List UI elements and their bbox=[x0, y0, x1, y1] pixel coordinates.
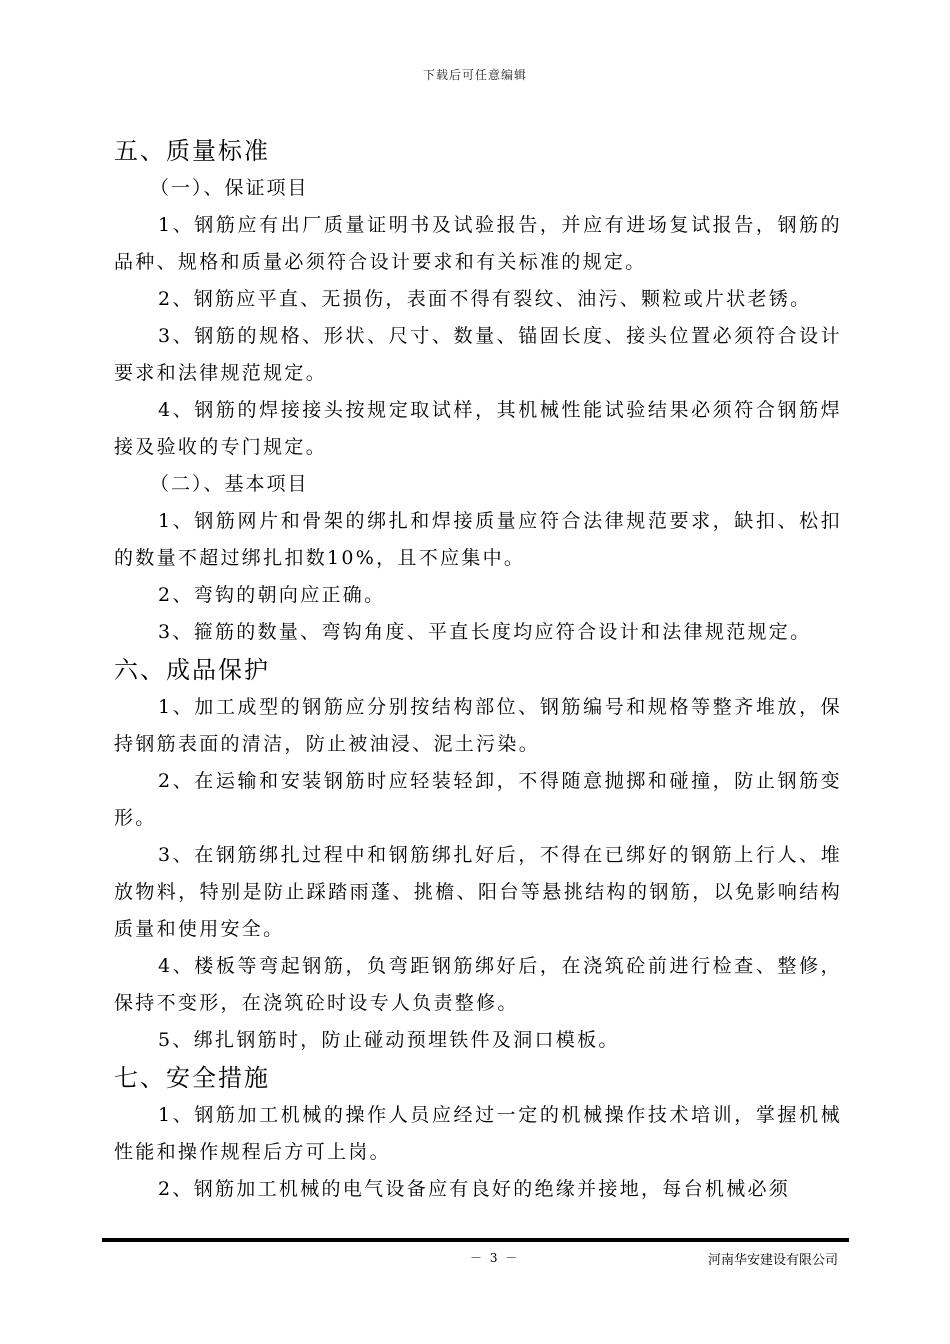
paragraph: 1、钢筋网片和骨架的绑扎和焊接质量应符合法律规范要求，缺扣、松扣的数量不超过绑扎扣数10%，且不应集中。 bbox=[114, 510, 842, 569]
header-note: 下载后可任意编辑 bbox=[422, 68, 527, 82]
footer-rule bbox=[102, 1238, 849, 1242]
paragraph: 2、钢筋加工机械的电气设备应有良好的绝缘并接地，每台机械必须 bbox=[158, 1178, 791, 1200]
paragraph: 2、弯钩的朝向应正确。 bbox=[158, 584, 386, 606]
paragraph: 3、钢筋的规格、形状、尺寸、数量、锚固长度、接头位置必须符合设计要求和法律规范规定。 bbox=[114, 325, 842, 384]
paragraph: 3、在钢筋绑扎过程中和钢筋绑扎好后，不得在已绑好的钢筋上行人、堆放物料，特别是防止踩踏雨蓬、挑檐、阳台等悬挑结构的钢筋，以免影响结构质量和使用安全。 bbox=[114, 844, 842, 940]
paragraph: 5、绑扎钢筋时，防止碰动预埋铁件及洞口模板。 bbox=[158, 1029, 620, 1051]
paragraph: 2、在运输和安装钢筋时应轻装轻卸，不得随意抛掷和碰撞，防止钢筋变形。 bbox=[114, 770, 842, 829]
sub-heading: （一）、保证项目 bbox=[150, 177, 309, 199]
paragraph: 2、钢筋应平直、无损伤，表面不得有裂纹、油污、颗粒或片状老锈。 bbox=[158, 288, 812, 310]
document-body bbox=[114, 132, 842, 1208]
company-name: 河南华安建设有限公司 bbox=[707, 1253, 838, 1268]
paragraph: 1、钢筋应有出厂质量证明书及试验报告，并应有进场复试报告，钢筋的品种、规格和质量必须符合设计要求和有关标准的规定。 bbox=[114, 214, 842, 273]
paragraph: 4、楼板等弯起钢筋，负弯距钢筋绑好后，在浇筑砼前进行检查、整修，保持不变形，在浇筑砼时设专人负责整修。 bbox=[114, 955, 842, 1014]
section-heading: 七、安全措施 bbox=[114, 1064, 270, 1092]
page-number: － 3 － bbox=[470, 1251, 520, 1265]
section-heading: 五、质量标准 bbox=[114, 137, 270, 165]
paragraph: 1、钢筋加工机械的操作人员应经过一定的机械操作技术培训，掌握机械性能和操作规程后方可上岗。 bbox=[114, 1104, 842, 1163]
paragraph: 4、钢筋的焊接接头按规定取试样，其机械性能试验结果必须符合钢筋焊接及验收的专门规定。 bbox=[114, 399, 842, 458]
sub-heading: （二）、基本项目 bbox=[150, 473, 309, 495]
section-heading: 六、成品保护 bbox=[114, 656, 270, 684]
paragraph: 3、箍筋的数量、弯钩角度、平直长度均应符合设计和法律规范规定。 bbox=[158, 621, 812, 643]
paragraph: 1、加工成型的钢筋应分别按结构部位、钢筋编号和规格等整齐堆放，保持钢筋表面的清洁，防止被油浸、泥土污染。 bbox=[114, 696, 842, 755]
